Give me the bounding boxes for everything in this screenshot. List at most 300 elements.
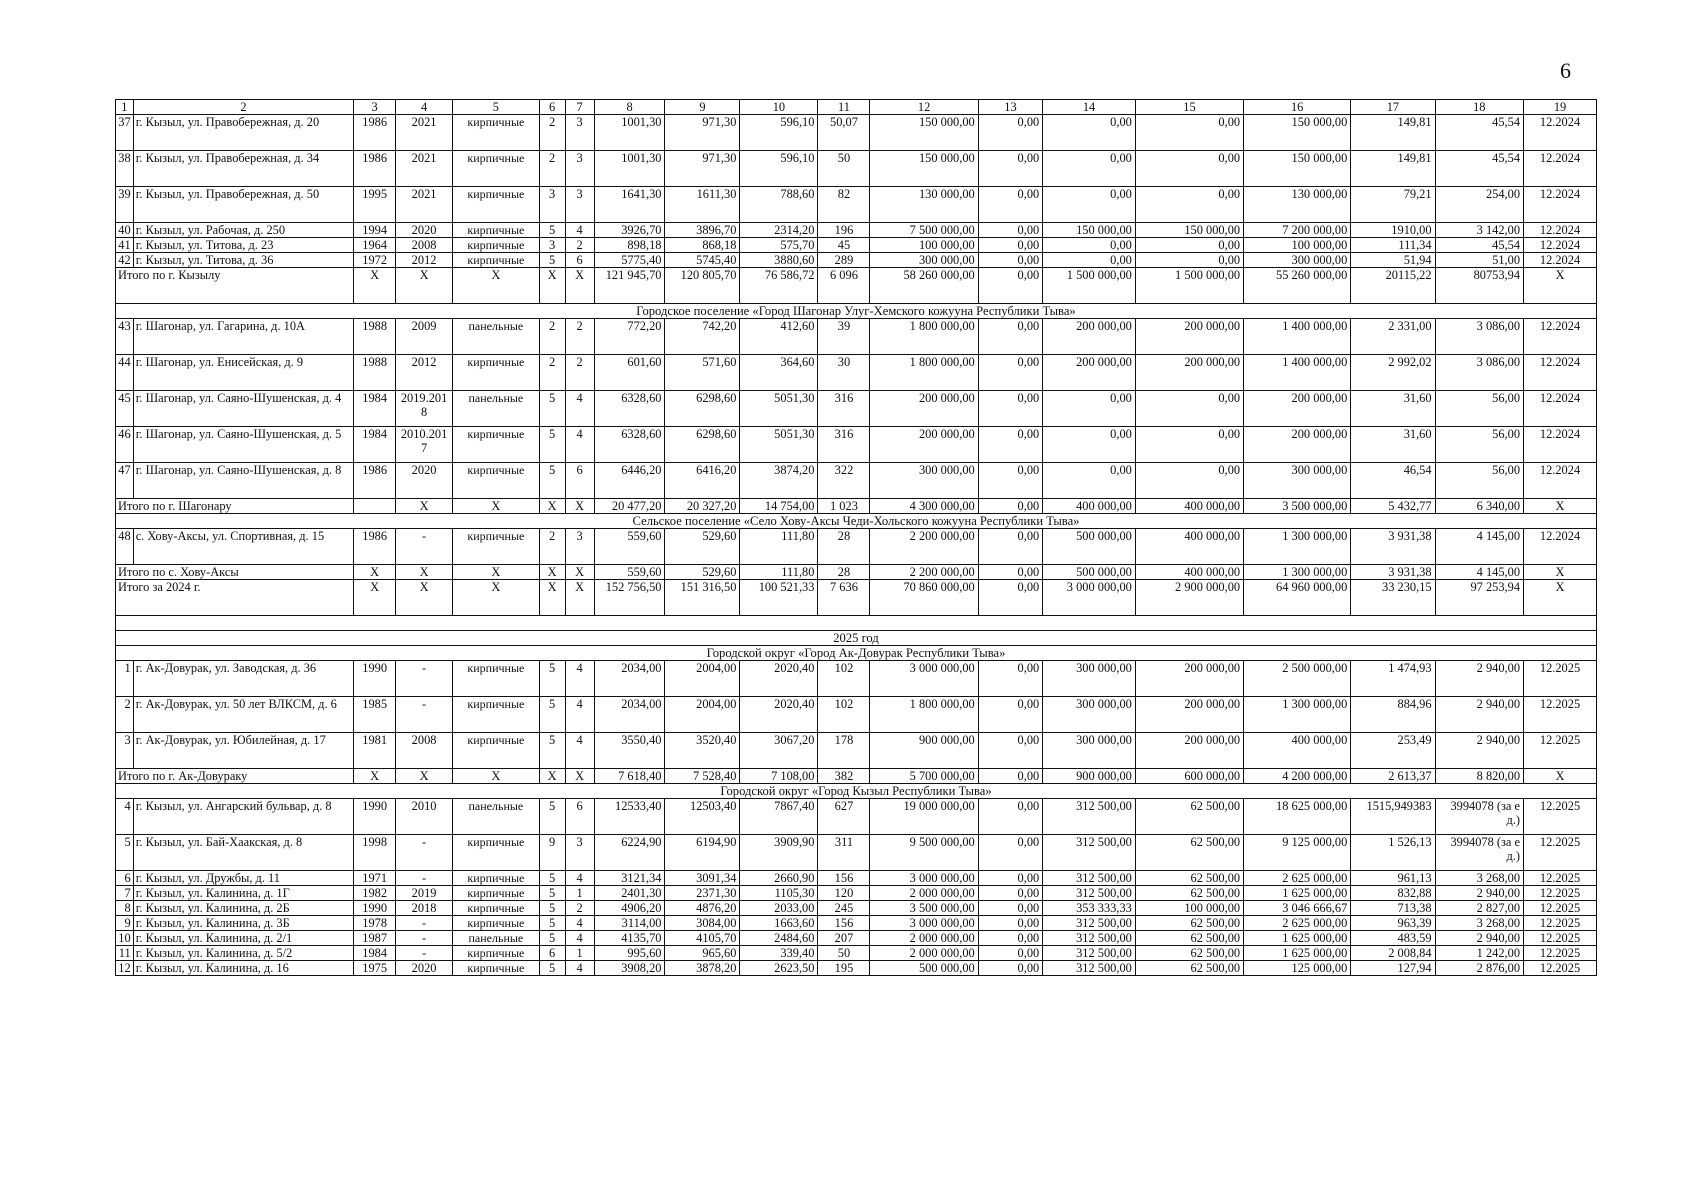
header-cell-5: 5 (453, 100, 539, 115)
republic-budget: 500 000,00 (1043, 565, 1136, 580)
limit-cost: 2 827,00 (1435, 901, 1523, 916)
owners-funds: 2 625 000,00 (1244, 871, 1351, 886)
living-area: 529,60 (665, 529, 740, 565)
floors: 5 (539, 886, 565, 901)
entrances: 4 (565, 916, 594, 931)
floors: X (539, 499, 565, 514)
build-year: 1986 (354, 463, 396, 499)
limit-cost: 56,00 (1435, 427, 1523, 463)
header-cell-11: 11 (818, 100, 870, 115)
total-cost: 19 000 000,00 (870, 799, 978, 835)
residential-area: 2660,90 (740, 871, 818, 886)
fund-cost: 0,00 (978, 238, 1043, 253)
residents: 322 (818, 463, 870, 499)
table-row (116, 886, 1597, 901)
build-year: 1981 (354, 733, 396, 769)
total-cost: 1 800 000,00 (870, 355, 978, 391)
republic-budget: 150 000,00 (1043, 223, 1136, 238)
local-budget: 62 500,00 (1135, 916, 1243, 931)
limit-cost: 6 340,00 (1435, 499, 1523, 514)
completion-date: X (1524, 565, 1597, 580)
table-row (116, 835, 1597, 871)
wall-material: панельные (453, 799, 539, 835)
residents: 28 (818, 529, 870, 565)
local-budget: 0,00 (1135, 151, 1243, 187)
floors: 2 (539, 151, 565, 187)
repair-year: 2012 (395, 355, 452, 391)
row-number: 5 (116, 835, 134, 871)
address: г. Кызыл, ул. Калинина, д. 3Б (133, 916, 354, 931)
row-number: 9 (116, 916, 134, 931)
completion-date: 12.2025 (1524, 916, 1597, 931)
address: г. Кызыл, ул. Дружбы, д. 11 (133, 871, 354, 886)
living-area: 3878,20 (665, 961, 740, 976)
total-cost: 5 700 000,00 (870, 769, 978, 784)
entrances: 6 (565, 253, 594, 268)
republic-budget: 312 500,00 (1043, 886, 1136, 901)
limit-cost: 4 145,00 (1435, 529, 1523, 565)
row-number: 2 (116, 697, 134, 733)
completion-date: X (1524, 580, 1597, 616)
owners-funds: 1 300 000,00 (1244, 529, 1351, 565)
table-row (116, 463, 1597, 499)
header-cell-17: 17 (1351, 100, 1435, 115)
wall-material: кирпичные (453, 223, 539, 238)
wall-material: кирпичные (453, 661, 539, 697)
local-budget: 400 000,00 (1135, 529, 1243, 565)
total-area: 2401,30 (594, 886, 665, 901)
wall-material: кирпичные (453, 946, 539, 961)
owners-funds: 18 625 000,00 (1244, 799, 1351, 835)
address: г. Кызыл, ул. Титова, д. 36 (133, 253, 354, 268)
total-area: 5775,40 (594, 253, 665, 268)
residents: 207 (818, 931, 870, 946)
wall-material: кирпичные (453, 151, 539, 187)
table-row (116, 187, 1597, 223)
residential-area: 364,60 (740, 355, 818, 391)
living-area: 2004,00 (665, 661, 740, 697)
limit-cost: 8 820,00 (1435, 769, 1523, 784)
cost-per-sqm: 2 613,37 (1351, 769, 1435, 784)
local-budget: 62 500,00 (1135, 871, 1243, 886)
total-area: 7 618,40 (594, 769, 665, 784)
limit-cost: 56,00 (1435, 391, 1523, 427)
completion-date: 12.2025 (1524, 799, 1597, 835)
republic-budget: 200 000,00 (1043, 355, 1136, 391)
total-cost: 300 000,00 (870, 253, 978, 268)
republic-budget: 312 500,00 (1043, 799, 1136, 835)
local-budget: 1 500 000,00 (1135, 268, 1243, 304)
section-heading-row (116, 784, 1597, 799)
residential-area: 2020,40 (740, 661, 818, 697)
republic-budget: 312 500,00 (1043, 931, 1136, 946)
wall-material: кирпичные (453, 427, 539, 463)
header-cell-19: 19 (1524, 100, 1597, 115)
entrances: X (565, 580, 594, 616)
total-area: 1001,30 (594, 151, 665, 187)
repair-year: - (395, 697, 452, 733)
residents: 50 (818, 946, 870, 961)
repair-year: - (395, 931, 452, 946)
residents: 102 (818, 697, 870, 733)
entrances: 4 (565, 871, 594, 886)
local-budget: 62 500,00 (1135, 931, 1243, 946)
total-area: 772,20 (594, 319, 665, 355)
republic-budget: 0,00 (1043, 391, 1136, 427)
completion-date: 12.2024 (1524, 238, 1597, 253)
build-year: X (354, 565, 396, 580)
completion-date: 12.2025 (1524, 961, 1597, 976)
floors: 5 (539, 901, 565, 916)
total-area: 121 945,70 (594, 268, 665, 304)
total-row (116, 565, 1597, 580)
completion-date: 12.2024 (1524, 463, 1597, 499)
repair-year: 2021 (395, 151, 452, 187)
local-budget: 200 000,00 (1135, 697, 1243, 733)
completion-date: X (1524, 268, 1597, 304)
address: г. Ак-Довурак, ул. Юбилейная, д. 17 (133, 733, 354, 769)
repair-year: 2012 (395, 253, 452, 268)
address: г. Кызыл, ул. Правобережная, д. 50 (133, 187, 354, 223)
total-cost: 1 800 000,00 (870, 697, 978, 733)
completion-date: 12.2024 (1524, 151, 1597, 187)
repair-year: 2008 (395, 733, 452, 769)
total-area: 1641,30 (594, 187, 665, 223)
floors: 5 (539, 253, 565, 268)
floors: 3 (539, 238, 565, 253)
address: г. Шагонар, ул. Енисейская, д. 9 (133, 355, 354, 391)
living-area: 971,30 (665, 151, 740, 187)
residents: 316 (818, 391, 870, 427)
table-row (116, 661, 1597, 697)
repair-year: - (395, 871, 452, 886)
limit-cost: 45,54 (1435, 115, 1523, 151)
fund-cost: 0,00 (978, 391, 1043, 427)
owners-funds: 1 625 000,00 (1244, 886, 1351, 901)
repair-year: 2019.2018 (395, 391, 452, 427)
cost-per-sqm: 963,39 (1351, 916, 1435, 931)
wall-material: кирпичные (453, 871, 539, 886)
header-cell-13: 13 (978, 100, 1043, 115)
row-number: 48 (116, 529, 134, 565)
total-cost: 2 000 000,00 (870, 931, 978, 946)
section-heading-row (116, 304, 1597, 319)
republic-budget: 200 000,00 (1043, 319, 1136, 355)
residential-area: 575,70 (740, 238, 818, 253)
table-row (116, 529, 1597, 565)
build-year: 1998 (354, 835, 396, 871)
section-heading-row (116, 514, 1597, 529)
repair-year: 2008 (395, 238, 452, 253)
cost-per-sqm: 51,94 (1351, 253, 1435, 268)
living-area: 5745,40 (665, 253, 740, 268)
living-area: 20 327,20 (665, 499, 740, 514)
total-row (116, 769, 1597, 784)
row-number: 42 (116, 253, 134, 268)
local-budget: 0,00 (1135, 463, 1243, 499)
residents: 28 (818, 565, 870, 580)
cost-per-sqm: 832,88 (1351, 886, 1435, 901)
total-area: 4906,20 (594, 901, 665, 916)
floors: 5 (539, 391, 565, 427)
living-area: 12503,40 (665, 799, 740, 835)
total-cost: 2 200 000,00 (870, 565, 978, 580)
section-heading: 2025 год (116, 631, 1597, 646)
residential-area: 2314,20 (740, 223, 818, 238)
fund-cost: 0,00 (978, 355, 1043, 391)
section-heading: Городской округ «Город Ак-Довурак Республики Тыва» (116, 646, 1597, 661)
owners-funds: 55 260 000,00 (1244, 268, 1351, 304)
address: г. Кызыл, ул. Ангарский бульвар, д. 8 (133, 799, 354, 835)
living-area: 529,60 (665, 565, 740, 580)
republic-budget: 0,00 (1043, 463, 1136, 499)
total-cost: 150 000,00 (870, 151, 978, 187)
spacer-cell (116, 616, 1597, 631)
total-cost: 100 000,00 (870, 238, 978, 253)
entrances: 6 (565, 463, 594, 499)
row-number: 7 (116, 886, 134, 901)
cost-per-sqm: 149,81 (1351, 151, 1435, 187)
cost-per-sqm: 46,54 (1351, 463, 1435, 499)
living-area: 3091,34 (665, 871, 740, 886)
floors: 2 (539, 355, 565, 391)
floors: X (539, 580, 565, 616)
address: г. Шагонар, ул. Саяно-Шушенская, д. 4 (133, 391, 354, 427)
residential-area: 1105,30 (740, 886, 818, 901)
residents: 6 096 (818, 268, 870, 304)
address: г. Кызыл, ул. Калинина, д. 2Б (133, 901, 354, 916)
total-cost: 900 000,00 (870, 733, 978, 769)
cost-per-sqm: 253,49 (1351, 733, 1435, 769)
repair-year: 2010.2017 (395, 427, 452, 463)
fund-cost: 0,00 (978, 931, 1043, 946)
local-budget: 150 000,00 (1135, 223, 1243, 238)
owners-funds: 1 400 000,00 (1244, 319, 1351, 355)
residential-area: 3874,20 (740, 463, 818, 499)
table-row (116, 916, 1597, 931)
wall-material: X (453, 769, 539, 784)
fund-cost: 0,00 (978, 427, 1043, 463)
limit-cost: 2 940,00 (1435, 733, 1523, 769)
table-body (116, 100, 1597, 976)
residential-area: 2020,40 (740, 697, 818, 733)
republic-budget: 312 500,00 (1043, 916, 1136, 931)
wall-material: кирпичные (453, 886, 539, 901)
table-row (116, 799, 1597, 835)
fund-cost: 0,00 (978, 463, 1043, 499)
living-area: 971,30 (665, 115, 740, 151)
total-area: 559,60 (594, 529, 665, 565)
entrances: 3 (565, 835, 594, 871)
cost-per-sqm: 1515,949383 (1351, 799, 1435, 835)
row-number: 12 (116, 961, 134, 976)
total-label: Итого по г. Шагонару (116, 499, 354, 514)
entrances: 3 (565, 115, 594, 151)
living-area: 868,18 (665, 238, 740, 253)
spacer-row (116, 616, 1597, 631)
residents: 156 (818, 871, 870, 886)
living-area: 6298,60 (665, 391, 740, 427)
residential-area: 5051,30 (740, 427, 818, 463)
total-area: 601,60 (594, 355, 665, 391)
row-number: 38 (116, 151, 134, 187)
row-number: 3 (116, 733, 134, 769)
floors: 2 (539, 529, 565, 565)
fund-cost: 0,00 (978, 565, 1043, 580)
republic-budget: 0,00 (1043, 187, 1136, 223)
total-area: 4135,70 (594, 931, 665, 946)
header-cell-4: 4 (395, 100, 452, 115)
living-area: 7 528,40 (665, 769, 740, 784)
entrances: 2 (565, 901, 594, 916)
repair-year: - (395, 529, 452, 565)
owners-funds: 100 000,00 (1244, 238, 1351, 253)
total-row (116, 268, 1597, 304)
residents: 30 (818, 355, 870, 391)
total-cost: 3 000 000,00 (870, 661, 978, 697)
table-row (116, 253, 1597, 268)
completion-date: 12.2024 (1524, 355, 1597, 391)
repair-year: - (395, 916, 452, 931)
local-budget: 0,00 (1135, 253, 1243, 268)
table-row (116, 697, 1597, 733)
build-year (354, 499, 396, 514)
cost-per-sqm: 1910,00 (1351, 223, 1435, 238)
floors: 6 (539, 946, 565, 961)
wall-material: кирпичные (453, 835, 539, 871)
local-budget: 2 900 000,00 (1135, 580, 1243, 616)
completion-date: 12.2025 (1524, 835, 1597, 871)
floors: 5 (539, 697, 565, 733)
completion-date: 12.2024 (1524, 319, 1597, 355)
cost-per-sqm: 2 992,02 (1351, 355, 1435, 391)
completion-date: 12.2025 (1524, 661, 1597, 697)
wall-material: панельные (453, 319, 539, 355)
residential-area: 2623,50 (740, 961, 818, 976)
owners-funds: 150 000,00 (1244, 115, 1351, 151)
living-area: 1611,30 (665, 187, 740, 223)
owners-funds: 9 125 000,00 (1244, 835, 1351, 871)
residential-area: 14 754,00 (740, 499, 818, 514)
local-budget: 400 000,00 (1135, 499, 1243, 514)
wall-material: кирпичные (453, 901, 539, 916)
address: г. Ак-Довурак, ул. 50 лет ВЛКСМ, д. 6 (133, 697, 354, 733)
total-cost: 2 000 000,00 (870, 886, 978, 901)
entrances: 4 (565, 661, 594, 697)
header-row (116, 100, 1597, 115)
total-cost: 200 000,00 (870, 427, 978, 463)
fund-cost: 0,00 (978, 268, 1043, 304)
repair-year: X (395, 565, 452, 580)
local-budget: 0,00 (1135, 427, 1243, 463)
total-area: 3908,20 (594, 961, 665, 976)
header-cell-7: 7 (565, 100, 594, 115)
cost-per-sqm: 884,96 (1351, 697, 1435, 733)
address: г. Кызыл, ул. Рабочая, д. 250 (133, 223, 354, 238)
living-area: 571,60 (665, 355, 740, 391)
address: г. Шагонар, ул. Саяно-Шушенская, д. 5 (133, 427, 354, 463)
floors: 5 (539, 961, 565, 976)
floors: 5 (539, 871, 565, 886)
local-budget: 600 000,00 (1135, 769, 1243, 784)
repair-year: 2021 (395, 187, 452, 223)
build-year: 1987 (354, 931, 396, 946)
wall-material: панельные (453, 931, 539, 946)
fund-cost: 0,00 (978, 769, 1043, 784)
total-area: 20 477,20 (594, 499, 665, 514)
fund-cost: 0,00 (978, 151, 1043, 187)
local-budget: 400 000,00 (1135, 565, 1243, 580)
floors: 2 (539, 319, 565, 355)
republic-budget: 0,00 (1043, 238, 1136, 253)
total-row (116, 580, 1597, 616)
build-year: 1986 (354, 151, 396, 187)
limit-cost: 2 940,00 (1435, 661, 1523, 697)
fund-cost: 0,00 (978, 253, 1043, 268)
entrances: 2 (565, 319, 594, 355)
limit-cost: 2 940,00 (1435, 697, 1523, 733)
residents: 39 (818, 319, 870, 355)
total-cost: 200 000,00 (870, 391, 978, 427)
address: с. Хову-Аксы, ул. Спортивная, д. 15 (133, 529, 354, 565)
republic-budget: 500 000,00 (1043, 529, 1136, 565)
owners-funds: 300 000,00 (1244, 463, 1351, 499)
floors: X (539, 769, 565, 784)
build-year: 1972 (354, 253, 396, 268)
entrances: 4 (565, 931, 594, 946)
limit-cost: 2 940,00 (1435, 886, 1523, 901)
cost-per-sqm: 111,34 (1351, 238, 1435, 253)
fund-cost: 0,00 (978, 901, 1043, 916)
total-cost: 9 500 000,00 (870, 835, 978, 871)
total-area: 2034,00 (594, 661, 665, 697)
republic-budget: 900 000,00 (1043, 769, 1136, 784)
repair-year: 2019 (395, 886, 452, 901)
total-area: 6328,60 (594, 427, 665, 463)
republic-budget: 1 500 000,00 (1043, 268, 1136, 304)
entrances: 4 (565, 223, 594, 238)
section-heading: Городское поселение «Город Шагонар Улуг-Хемского кожууна Республики Тыва» (116, 304, 1597, 319)
limit-cost: 56,00 (1435, 463, 1523, 499)
repair-year: X (395, 499, 452, 514)
residential-area: 2484,60 (740, 931, 818, 946)
fund-cost: 0,00 (978, 319, 1043, 355)
wall-material: кирпичные (453, 355, 539, 391)
owners-funds: 200 000,00 (1244, 391, 1351, 427)
entrances: 1 (565, 946, 594, 961)
fund-cost: 0,00 (978, 661, 1043, 697)
residents: 45 (818, 238, 870, 253)
completion-date: 12.2025 (1524, 931, 1597, 946)
total-cost: 3 500 000,00 (870, 901, 978, 916)
cost-per-sqm: 149,81 (1351, 115, 1435, 151)
wall-material: кирпичные (453, 115, 539, 151)
cost-per-sqm: 33 230,15 (1351, 580, 1435, 616)
entrances: 2 (565, 355, 594, 391)
total-cost: 2 200 000,00 (870, 529, 978, 565)
residents: 289 (818, 253, 870, 268)
header-cell-3: 3 (354, 100, 396, 115)
fund-cost: 0,00 (978, 187, 1043, 223)
wall-material: X (453, 565, 539, 580)
total-area: 6328,60 (594, 391, 665, 427)
entrances: 4 (565, 427, 594, 463)
limit-cost: 3 268,00 (1435, 916, 1523, 931)
residential-area: 7867,40 (740, 799, 818, 835)
local-budget: 62 500,00 (1135, 946, 1243, 961)
floors: 5 (539, 733, 565, 769)
republic-budget: 300 000,00 (1043, 697, 1136, 733)
